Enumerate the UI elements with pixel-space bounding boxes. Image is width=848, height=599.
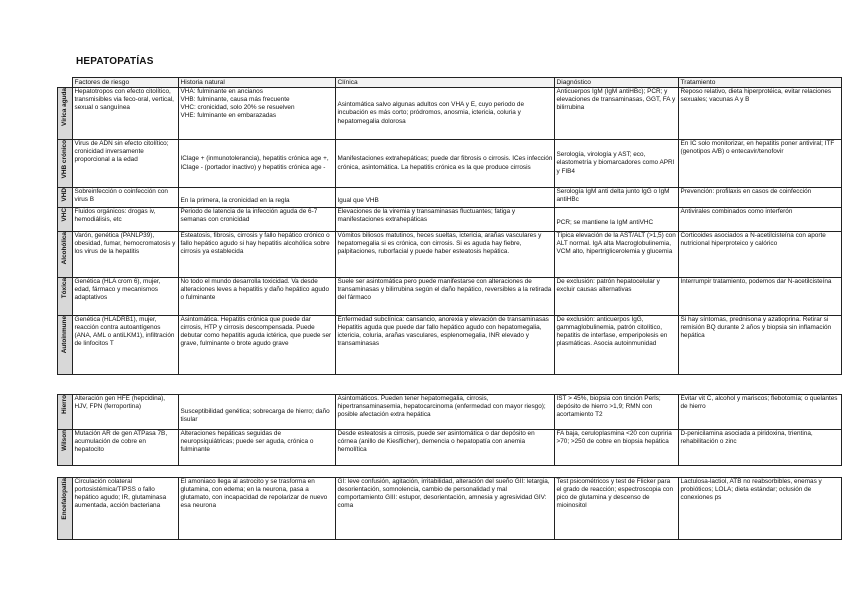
cell-diagnosis: IST > 45%, biopsia con tinción Perls; depósito de hierro >1,9; RMN con acortamiento T2 <box>555 395 679 430</box>
cell-risk: Genética (HLA crom 6), mujer, edad, fármaco y mecanismos adaptativos <box>73 278 179 316</box>
cell-treatment: Evitar vit C, alcohol y mariscos; flebotomía; o quelantes de hierro <box>679 395 842 430</box>
cell-treatment: D-penicilamina asociada a piridoxina, trientina, rehabilitación o zinc <box>679 430 842 466</box>
cell-risk: Genética (HLADRB1), mujer, reacción contra autoantígenos (ANA, AML o antiLKM1), infiltración de linfocitos T <box>73 316 179 375</box>
table-row <box>58 88 842 140</box>
cell-treatment: En IC solo monitorizar, en hepatitis poner antiviral; ITF (genotipos A/B) o entecavir/tenofovir <box>679 140 842 188</box>
cell-diagnosis: Típica elevación de la AST/ALT (>1,5) con ALT normal. IgA alta Macroglobulinemia, VCM alto, hipertriglicerolemia y glucemia <box>555 232 679 278</box>
cell-clinical: Vómitos biliosos matutinos, heces sueltas, ictericia, arañas vasculares y hepatomegalia si es crónica, con cirrosis. Si es aguda hay fiebre, palpitaciones, ruborfacial y puede haber esteatosis hepática. <box>336 232 555 278</box>
cell-diagnosis: De exclusión: anticuerpos IgG, gammaglobulinemia, patrón citolítico, hepatitis de interfase, emperipolesis en plasmáticas. Asocia autoinmunidad <box>555 316 679 375</box>
cell-clinical: Manifestaciones extrahepáticas; puede dar fibrosis o cirrosis. ICes infección crónica, asintomática. La hepatitis crónica es la que produce cirrosis <box>336 140 555 188</box>
cell-clinical: Asintomáticos. Pueden tener hepatomegalia, cirrosis, hipertransaminasemia, hepatocarcinoma (enfermedad con mayor riesgo); posible afectación extra hepática <box>336 395 555 430</box>
cell-treatment: Interrumpir tratamiento, podemos dar N-acetilcisteína <box>679 278 842 316</box>
cell-history: IClage + (inmunotolerancia), hepatitis crónica age +, IClage - (portador inactivo) y hepatitis crónica age - <box>179 140 336 188</box>
row-label-iron: Hierro <box>58 395 73 430</box>
cell-clinical: Igual que VHB <box>336 188 555 208</box>
cell-clinical: Desde esteatosis a cirrosis, puede ser asintomática o dar depósito en córnea (anillo de Kiesflicher), demencia o hepatopatía con anemia hemolítica <box>336 430 555 466</box>
header-treatment: Tratamiento <box>679 78 842 88</box>
cell-treatment: Si hay síntomas, prednisona y azatioprina. Retirar si remisión BQ durante 2 años y biopsia sin inflamación hepática <box>679 316 842 375</box>
header-clinical: Clínica <box>336 78 555 88</box>
cell-treatment: Antivirales combinados como interferón <box>679 208 842 232</box>
row-label-toxic: Tóxica <box>58 278 73 316</box>
header-corner <box>58 78 73 88</box>
cell-history: Esteatosis, fibrosis, cirrosis y fallo hepático crónico o fallo hepático agudo si hay hepatitis alcohólica sobre cirrosis ya establecida <box>179 232 336 278</box>
table-row <box>58 395 842 430</box>
hepatopathies-table-main <box>57 77 842 375</box>
table-row <box>58 430 842 466</box>
row-label-viral-acute: Vírica aguda <box>58 88 73 140</box>
header-risk-factors: Factores de riesgo <box>73 78 179 88</box>
cell-history: VHA: fulminante en ancianos VHB: fulminante, causa más frecuente VHC: cronicidad, solo 20% se resuelven VHE: fulminante en embarazadas <box>179 88 336 140</box>
table-row <box>58 188 842 208</box>
cell-history: El amoniaco llega al astrocito y se trasforma en glutamina, con edema; en la neurona, pasa a glutamato, con incapacidad de repolarizar de nuevo esa neurona <box>179 478 336 540</box>
hepatopathies-table-encephalopathy <box>57 477 842 540</box>
cell-diagnosis: PCR; se mantiene la IgM antiVHC <box>555 208 679 232</box>
row-label-encephalopathy: Encefalopatía <box>58 478 73 540</box>
cell-history: En la primera, la cronicidad en la regla <box>179 188 336 208</box>
cell-history: Periodo de latencia de la infección aguda de 6-7 semanas con cronicidad <box>179 208 336 232</box>
page-title: HEPATOPATÍAS <box>76 56 154 67</box>
cell-diagnosis: De exclusión: patrón hepatocelular y excluir causas alternativas <box>555 278 679 316</box>
row-label-wilson: Wilson <box>58 430 73 466</box>
table-row <box>58 478 842 540</box>
row-label-vhd: VHD <box>58 188 73 208</box>
table-header-row <box>58 78 842 88</box>
cell-treatment: Corticoides asociados a N-acetilcisteína con aporte nutricional hiperproteico y calórico <box>679 232 842 278</box>
cell-clinical: Enfermedad subclínica: cansancio, anorexia y elevación de transaminasas Hepatitis aguda que puede dar fallo hepático agudo con hepatomegalia, ictericia, coluria, arañas vasculares, esplenomegalia, INR elevado y transaminasas <box>336 316 555 375</box>
cell-risk: Circulación colateral portosistémica/TIPSS o fallo hepático agudo; IR, glutaminasa aumentada, acción bacteriana <box>73 478 179 540</box>
cell-history: Alteraciones hepáticas seguidas de neuropsiquiátricas; puede ser aguda, crónica o fulminante <box>179 430 336 466</box>
row-label-autoimmune: Autoinmune <box>58 316 73 375</box>
cell-diagnosis: Serología IgM anti delta junto IgG o IgM antiHBc <box>555 188 679 208</box>
header-natural-history: Historia natural <box>179 78 336 88</box>
hepatopathies-table-metabolic <box>57 394 842 466</box>
table-row <box>58 208 842 232</box>
cell-risk: Hepatotropos con efecto citolítico, transmisibles via feco-oral, vertical, sexual o sanguínea <box>73 88 179 140</box>
cell-diagnosis: Test psicométricos y test de Flicker para el grado de reacción; espectroscopia con pico de glutamina y descenso de mioinositol <box>555 478 679 540</box>
row-label-vhc: VHC <box>58 208 73 232</box>
cell-treatment: Lactulosa-lactiol, ATB no reabsorbibles, enemas y probióticos; LOLA; dieta estándar; oclusión de conexiones ps <box>679 478 842 540</box>
cell-history: No todo el mundo desarrolla toxicidad. Va desde alteraciones leves a hepatitis y daño hepático agudo o fulminante <box>179 278 336 316</box>
table-row <box>58 140 842 188</box>
table-row <box>58 316 842 375</box>
cell-risk: Alteración gen HFE (hepcidina), HJV, FPN (ferroportina) <box>73 395 179 430</box>
cell-risk: Mutación AR de gen ATPasa 7B, acumulación de cobre en hepatocito <box>73 430 179 466</box>
cell-treatment: Prevención: profilaxis en casos de coinfección <box>679 188 842 208</box>
table-row <box>58 232 842 278</box>
cell-clinical: Elevaciones de la viremia y transaminasas fluctuantes; fatiga y manifestaciones extrahepáticas <box>336 208 555 232</box>
cell-clinical: Asintomática salvo algunas adultos con VHA y E, cuyo periodo de incubación es más corto; pródromos, anosmia, ictericia, coluria y hepatomegalia dolorosa <box>336 88 555 140</box>
cell-clinical: GI: leve confusión, agitación, irritabilidad, alteración del sueño GII: letargia, desorientación, somnolencia, cambio de personalidad y mal comportamiento GIII: estupor, desorientación, amnesia y agresividad GIV: coma <box>336 478 555 540</box>
cell-diagnosis: FA baja, ceruloplasmina <20 con cupriria >70; >250 de cobre en biopsia hepática <box>555 430 679 466</box>
cell-risk: Fluidos orgánicos: drogas iv, hemodiálisis, etc <box>73 208 179 232</box>
cell-risk: Virus de ADN sin efecto citolítico; cronicidad inversamente proporcional a la edad <box>73 140 179 188</box>
row-label-alcoholic: Alcohólica <box>58 232 73 278</box>
cell-diagnosis: Serología, virología y AST; eco, elastometría y biomarcadores como APRI y FIB4 <box>555 140 679 188</box>
header-diagnosis: Diagnóstico <box>555 78 679 88</box>
cell-history: Susceptibilidad genética; sobrecarga de hierro; daño tisular <box>179 395 336 430</box>
cell-diagnosis: Anticuerpos IgM (IgM antiHBc); PCR; y elevaciones de transaminasas, GGT, FA y bilirrubina <box>555 88 679 140</box>
cell-clinical: Suele ser asintomática pero puede manifestarse con alteraciones de transaminasas y bilirrubina según el daño hepático, reversibles a la retirada del fármaco <box>336 278 555 316</box>
table-row <box>58 278 842 316</box>
cell-history: Asintomática. Hepatitis crónica que puede dar cirrosis, HTP y cirrosis descompensada. Puede debutar como hepatitis aguda ictérica, que puede ser grave, fulminante o brote agudo grave <box>179 316 336 375</box>
row-label-vhb-chronic: VHB crónico <box>58 140 73 188</box>
cell-risk: Varón, genética (PANLP39), obesidad, fumar, hemocromatosis y los virus de la hepatitis <box>73 232 179 278</box>
cell-treatment: Reposo relativo, dieta hiperprotéica, evitar relaciones sexuales; vacunas A y B <box>679 88 842 140</box>
cell-risk: Sobreinfección o coinfección con virus B <box>73 188 179 208</box>
